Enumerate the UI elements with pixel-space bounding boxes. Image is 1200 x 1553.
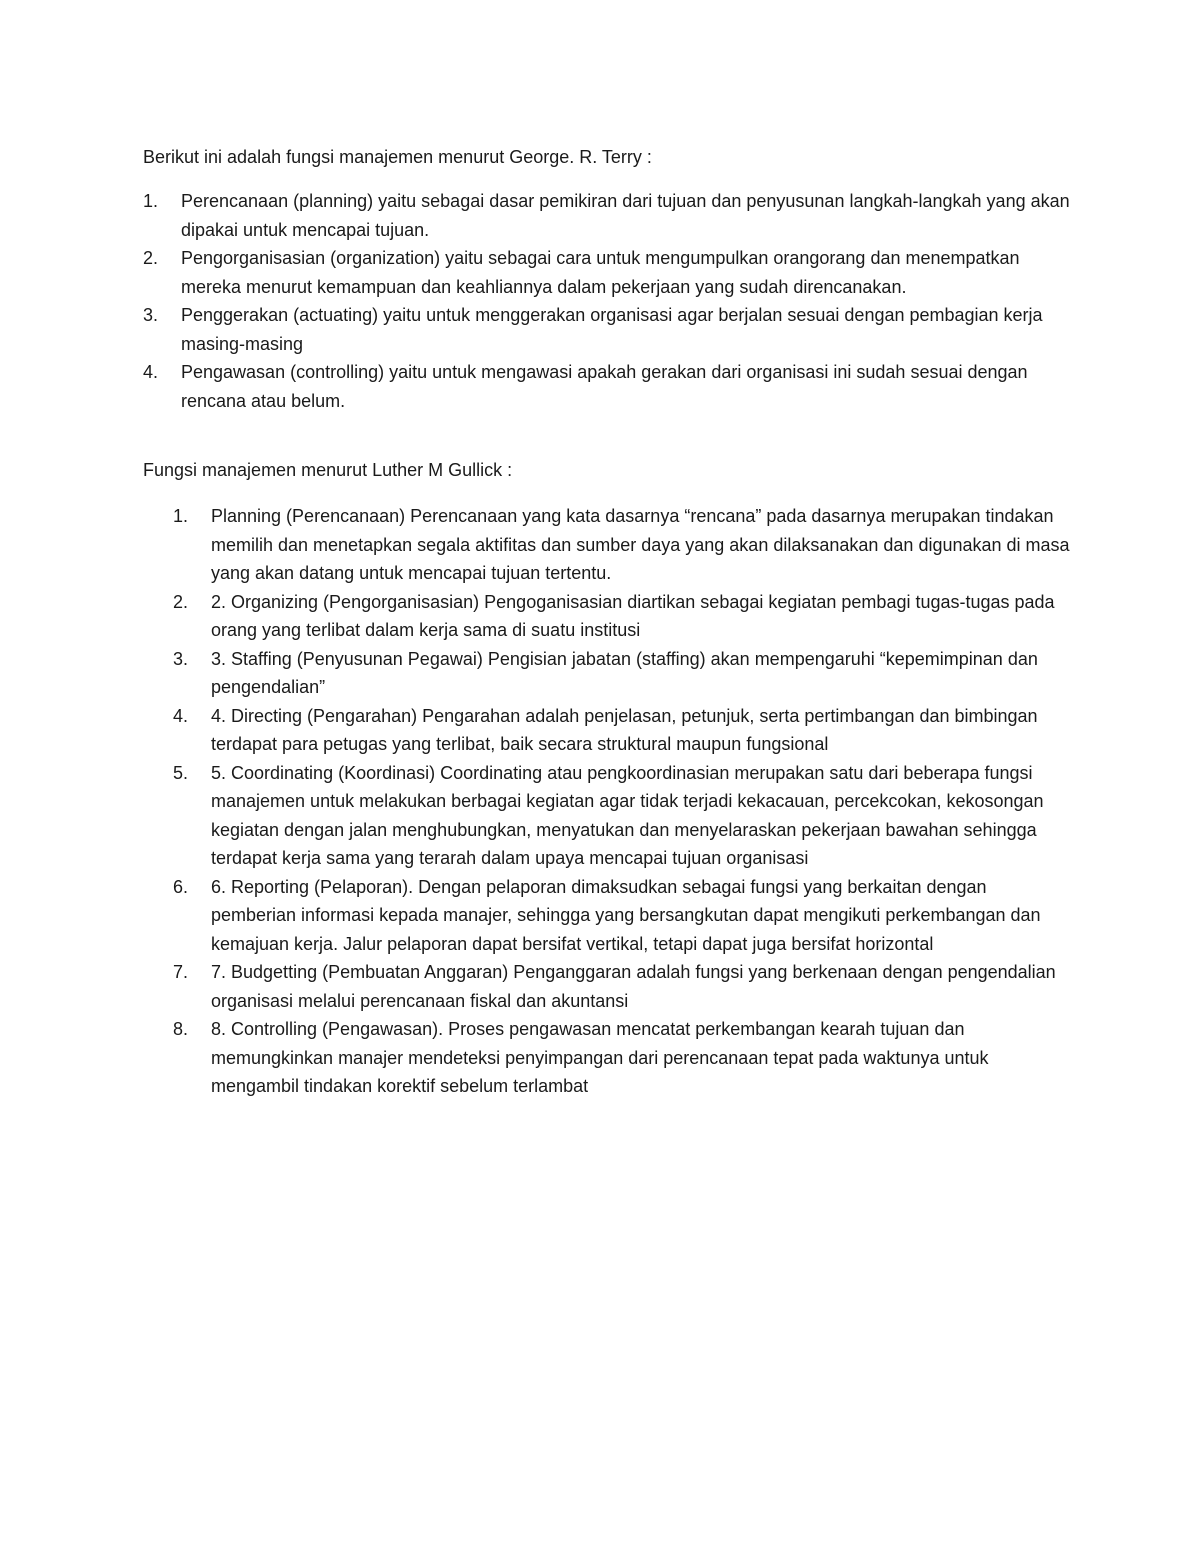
list-item <box>173 702 1073 759</box>
list-number: 1. <box>173 506 189 526</box>
section-intro-terry: Berikut ini adalah fungsi manajemen menurut George. R. Terry : <box>143 147 652 167</box>
list-item <box>173 1015 1073 1101</box>
list-item-text: Planning (Perencanaan) Perencanaan yang kata dasarnya “rencana” pada dasarnya merupakan tindakan memilih dan menetapkan segala aktifitas dan sumber daya yang akan dilaksanakan dan digunakan di masa yang akan datang untuk mencapai tujuan tertentu. <box>211 506 1070 583</box>
list-number: 7. <box>173 962 189 982</box>
list-item-text: 6. Reporting (Pelaporan). Dengan pelaporan dimaksudkan sebagai fungsi yang berkaitan dengan pemberian informasi kepada manajer, sehingga yang bersangkutan dapat mengikuti perkembangan dan kemajuan kerja. Jalur pelaporan dapat bersifat vertikal, tetapi dapat juga bersifat horizontal <box>211 876 1041 954</box>
list-number: 8. <box>173 1019 189 1039</box>
list-item-text: Pengorganisasian (organization) yaitu sebagai cara untuk mengumpulkan orangorang dan menempatkan mereka menurut kemampuan dan keahliannya dalam pekerjaan yang sudah direncanakan. <box>181 248 1020 297</box>
list-item-text: 5. Coordinating (Koordinasi) Coordinating atau pengkoordinasian merupakan satu dari beberapa fungsi manajemen untuk melakukan berbagai kegiatan agar tidak terjadi kekacauan, percekcokan, kekosongan kegiatan dengan jalan menghubungkan, menyatukan dan menyelaraskan pekerjaan bawahan sehingga terdapat kerja sama yang terarah dalam upaya mencapai tujuan organisasi <box>211 762 1044 868</box>
section-intro-gullick: Fungsi manajemen menurut Luther M Gullick : <box>143 460 513 480</box>
list-item-text: 2. Organizing (Pengorganisasian) Pengoganisasian diartikan sebagai kegiatan pembagi tugas-tugas pada orang yang terlibat dalam kerja sama di suatu institusi <box>211 591 1055 640</box>
list-item <box>143 301 1073 358</box>
list-number: 5. <box>173 762 189 783</box>
list-item <box>173 958 1073 1015</box>
list-item-text: Penggerakan (actuating) yaitu untuk menggerakan organisasi agar berjalan sesuai dengan pembagian kerja masing-masing <box>181 305 1043 354</box>
list-item-text: Perencanaan (planning) yaitu sebagai dasar pemikiran dari tujuan dan penyusunan langkah-langkah yang akan dipakai untuk mencapai tujuan. <box>181 191 1070 240</box>
list-item <box>143 187 1073 244</box>
list-item-text: Pengawasan (controlling) yaitu untuk mengawasi apakah gerakan dari organisasi ini sudah sesuai dengan rencana atau belum. <box>181 362 1028 411</box>
list-item <box>173 588 1073 645</box>
list-number: 4. <box>143 362 159 382</box>
list-item-text: 3. Staffing (Penyusunan Pegawai) Pengisian jabatan (staffing) akan mempengaruhi “kepemimpinan dan pengendalian” <box>211 648 1038 697</box>
list-number: 6. <box>173 876 189 897</box>
list-number: 3. <box>143 305 159 325</box>
list-item <box>143 358 1073 415</box>
list-item <box>173 759 1073 873</box>
list-item <box>143 244 1073 301</box>
list-item-text: 7. Budgetting (Pembuatan Anggaran) Penganggaran adalah fungsi yang berkenaan dengan pengendalian organisasi melalui perencanaan fiskal dan akuntansi <box>211 962 1056 1011</box>
list-item-text: 8. Controlling (Pengawasan). Proses pengawasan mencatat perkembangan kearah tujuan dan memungkinkan manajer mendeteksi penyimpangan dari perencanaan tepat pada waktunya untuk mengambil tindakan korektif sebelum terlambat <box>211 1019 989 1096</box>
list-number: 1. <box>143 191 159 211</box>
list-item <box>173 645 1073 702</box>
gullick-functions-list <box>173 502 1073 1101</box>
list-number: 4. <box>173 705 189 726</box>
list-number: 2. <box>143 248 159 268</box>
list-item-text: 4. Directing (Pengarahan) Pengarahan adalah penjelasan, petunjuk, serta pertimbangan dan bimbingan terdapat para petugas yang terlibat, baik secara struktural maupun fungsional <box>211 705 1038 754</box>
list-number: 2. <box>173 591 189 612</box>
list-item <box>173 502 1073 588</box>
list-item <box>173 873 1073 959</box>
terry-functions-list <box>143 187 1073 415</box>
list-number: 3. <box>173 648 189 669</box>
